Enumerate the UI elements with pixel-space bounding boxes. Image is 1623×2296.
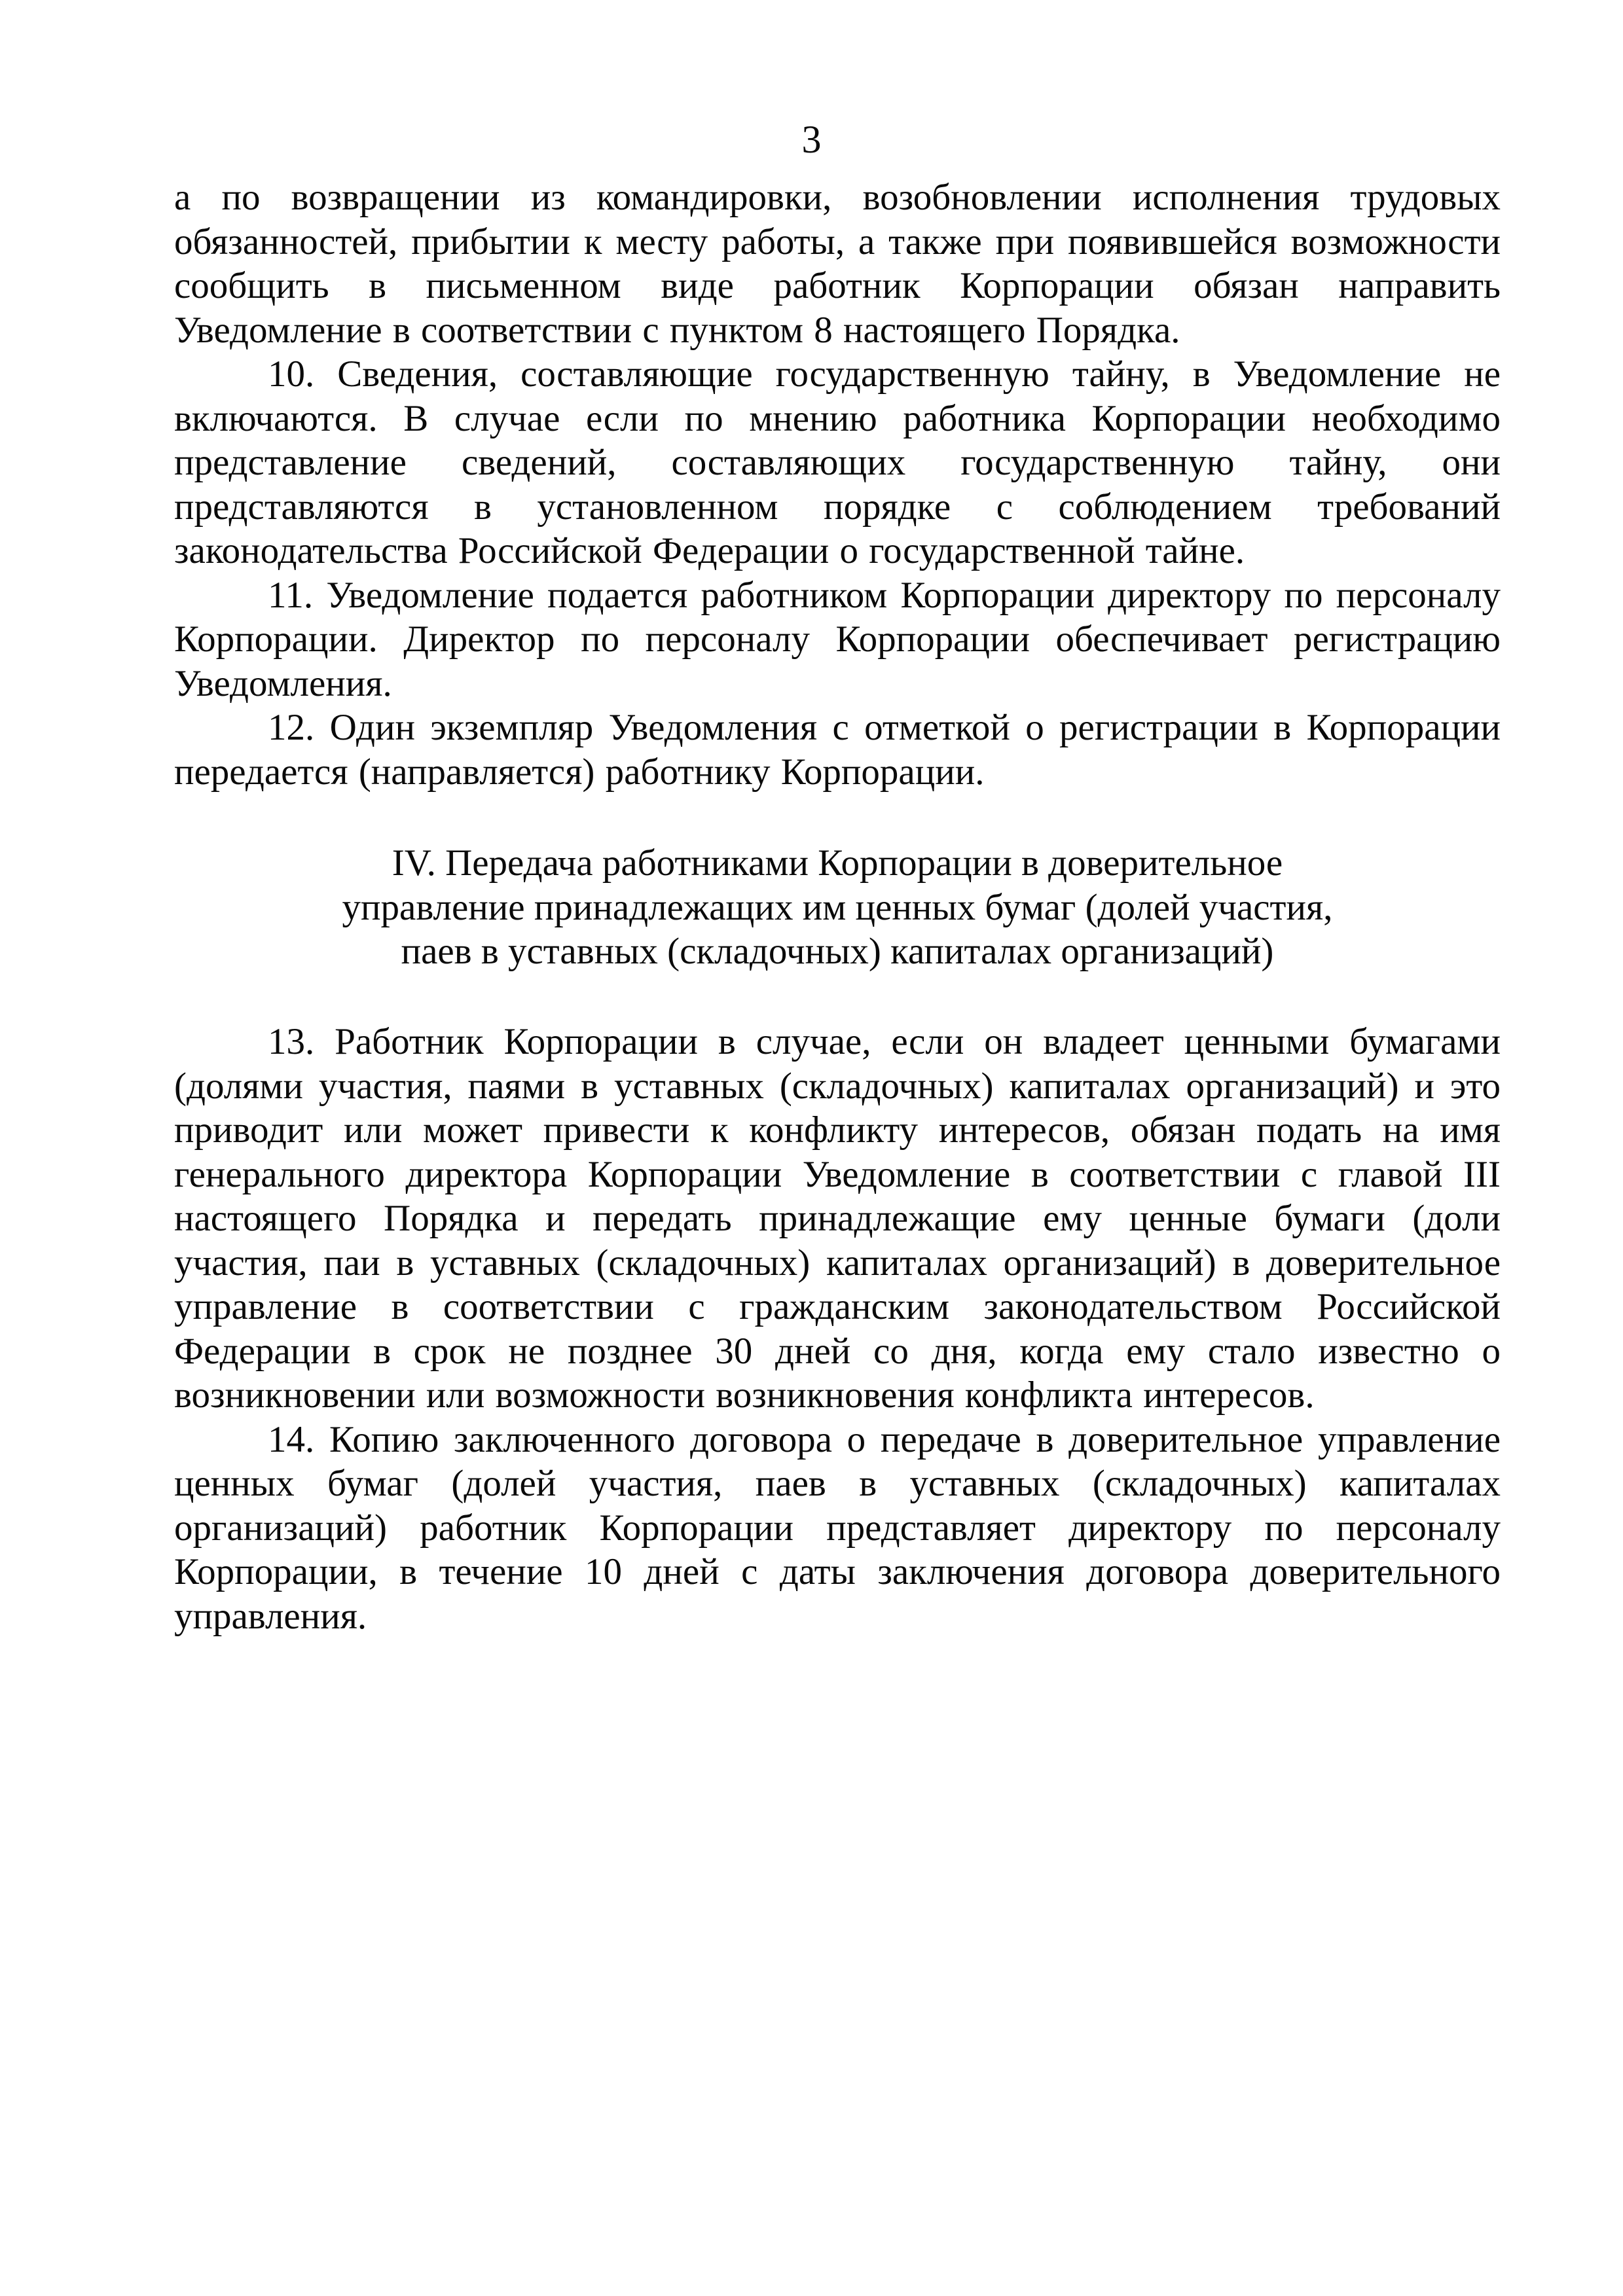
paragraph-13: 13. Работник Корпорации в случае, если он владеет ценными бумагами (долями участия, паями в уставных (складочных) капиталах организаций) и это приводит или может привести к конфликту интересов, обязан подать на имя генерального директора Корпорации Уведомление в соответствии с главой III настоящего Порядка и передать принадлежащие ему ценные бумаги (доли участия, паи в уставных (складочных) капиталах организаций) в доверительное управление в соответствии с гражданским законодательством Российской Федерации в срок не позднее 30 дней со дня, когда ему стало известно о возникновении или возможности возникновения конфликта интересов.: [174, 1021, 1501, 1416]
paragraph-continuation: а по возвращении из командировки, возобновлении исполнения трудовых обязанностей, прибытии к месту работы, а также при появившейся возможности сообщить в письменном виде работник Корпорации обязан направить Уведомление в соответствии с пунктом 8 настоящего Порядка.: [174, 177, 1501, 351]
section-iv-heading-line-2: управление принадлежащих им ценных бумаг (долей участия,: [342, 886, 1333, 928]
section-iv-heading: [174, 841, 1501, 974]
section-iv-heading-line-1: IV. Передача работниками Корпорации в доверительное: [392, 842, 1283, 884]
paragraph-14: 14. Копию заключенного договора о передаче в доверительное управление ценных бумаг (долей участия, паев в уставных (складочных) капиталах организаций) работник Корпорации представляет директору по персоналу Корпорации, в течение 10 дней с даты заключения договора доверительного управления.: [174, 1418, 1501, 1637]
paragraph-10: 10. Сведения, составляющие государственную тайну, в Уведомление не включаются. В случае если по мнению работника Корпорации необходимо представление сведений, составляющих государственную тайну, они представляются в установленном порядке с соблюдением требований законодательства Российской Федерации о государственной тайне.: [174, 353, 1501, 571]
page-number: 3: [801, 118, 822, 161]
section-iv-body: [174, 1020, 1501, 1638]
paragraph-11: 11. Уведомление подается работником Корпорации директору по персоналу Корпорации. Директор по персоналу Корпорации обеспечивает регистрацию Уведомления.: [174, 574, 1501, 704]
section-iii-continuation: [174, 175, 1501, 794]
paragraph-12: 12. Один экземпляр Уведомления с отметкой о регистрации в Корпорации передается (направляется) работнику Корпорации.: [174, 707, 1501, 793]
section-iv-heading-line-3: паев в уставных (складочных) капиталах организаций): [401, 931, 1274, 972]
